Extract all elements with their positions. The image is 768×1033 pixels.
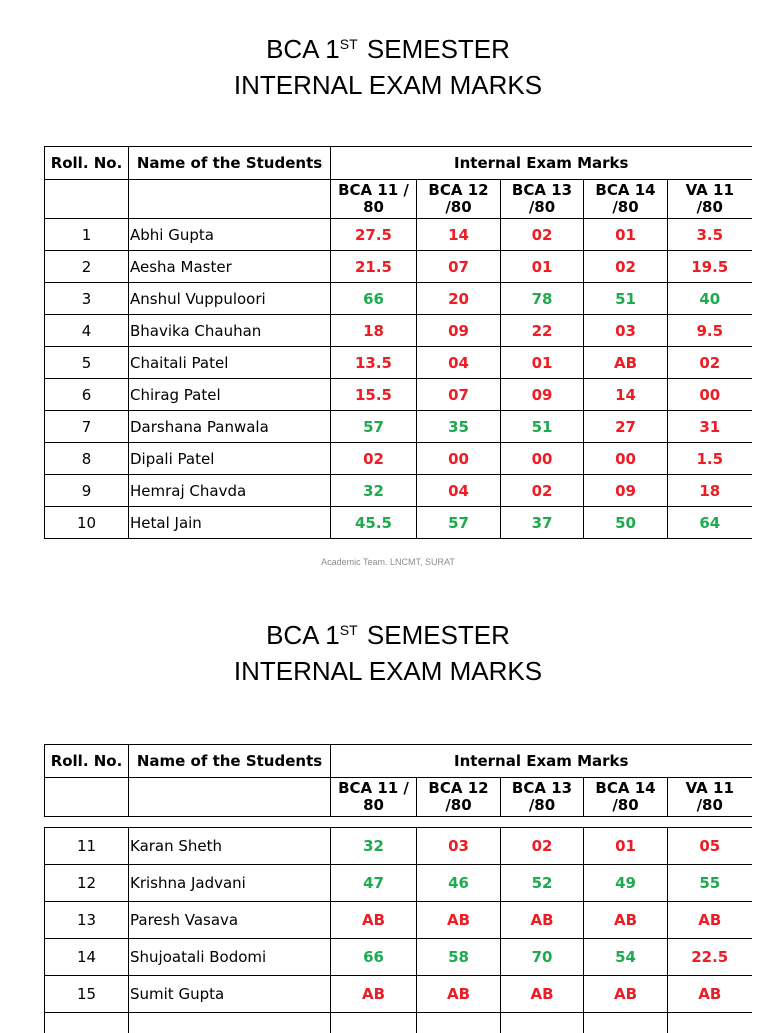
marks-table-2-header [44, 744, 752, 817]
roll-number: 13 [45, 902, 129, 939]
table-row [45, 379, 752, 411]
mark-cell: 49 [584, 865, 668, 902]
mark-cell: 70 [501, 939, 584, 976]
mark-cell: 00 [501, 443, 584, 475]
title-text: BCA 1 [266, 620, 340, 650]
empty-cell [129, 1013, 331, 1033]
page-title [0, 26, 768, 103]
table-row [45, 219, 752, 251]
subject-header-line: 80 [331, 199, 416, 216]
student-name: Abhi Gupta [129, 219, 331, 251]
roll-number: 6 [45, 379, 129, 411]
mark-cell: AB [501, 902, 584, 939]
name-header: Name of the Students [129, 147, 331, 180]
subject-header-line: BCA 14 [584, 780, 667, 797]
mark-cell: 3.5 [668, 219, 752, 251]
mark-cell: 9.5 [668, 315, 752, 347]
table-row [45, 347, 752, 379]
mark-cell: AB [584, 902, 668, 939]
mark-cell: AB [501, 976, 584, 1013]
mark-cell: 04 [417, 475, 501, 507]
table-row [45, 443, 752, 475]
title-text: BCA 1 [266, 34, 340, 64]
mark-cell: AB [668, 976, 752, 1013]
page-title-2 [0, 612, 768, 689]
mark-cell: 51 [584, 283, 668, 315]
table-row [45, 475, 752, 507]
mark-cell: 66 [331, 283, 417, 315]
mark-cell: 78 [501, 283, 584, 315]
mark-cell: 40 [668, 283, 752, 315]
mark-cell: 07 [417, 379, 501, 411]
name-header: Name of the Students [129, 745, 331, 778]
roll-number: 5 [45, 347, 129, 379]
mark-cell: 57 [331, 411, 417, 443]
subject-header-line: VA 11 [668, 182, 752, 199]
empty-cell [331, 1013, 417, 1033]
mark-cell: 03 [584, 315, 668, 347]
subject-header [417, 778, 501, 817]
student-name: Anshul Vuppuloori [129, 283, 331, 315]
mark-cell: 01 [501, 347, 584, 379]
mark-cell: 15.5 [331, 379, 417, 411]
mark-cell: 46 [417, 865, 501, 902]
student-name: Hemraj Chavda [129, 475, 331, 507]
mark-cell: 09 [501, 379, 584, 411]
mark-cell: 00 [584, 443, 668, 475]
subject-header [668, 778, 752, 817]
subject-header-line: /80 [501, 797, 583, 814]
roll-header: Roll. No. [45, 147, 129, 180]
mark-cell: 22 [501, 315, 584, 347]
title-superscript: ST [340, 622, 358, 638]
empty-cell [417, 1013, 501, 1033]
mark-cell: 31 [668, 411, 752, 443]
mark-cell: 66 [331, 939, 417, 976]
mark-cell: 02 [501, 475, 584, 507]
table-row [45, 283, 752, 315]
student-name: Sumit Gupta [129, 976, 331, 1013]
mark-cell: 27 [584, 411, 668, 443]
subject-header-line: BCA 13 [501, 780, 583, 797]
subject-header-line: /80 [668, 199, 752, 216]
roll-number: 11 [45, 828, 129, 865]
student-name: Chaitali Patel [129, 347, 331, 379]
subject-header [584, 180, 668, 219]
subject-header [584, 778, 668, 817]
subject-header [501, 778, 584, 817]
roll-number: 1 [45, 219, 129, 251]
student-name: Aesha Master [129, 251, 331, 283]
student-name: Hetal Jain [129, 507, 331, 539]
subject-header-line: /80 [501, 199, 583, 216]
title-text-suffix: SEMESTER [360, 34, 510, 64]
student-name: Krishna Jadvani [129, 865, 331, 902]
mark-cell: 37 [501, 507, 584, 539]
mark-cell: 52 [501, 865, 584, 902]
student-name: Dipali Patel [129, 443, 331, 475]
empty-cell [45, 1013, 129, 1033]
subject-header-row [45, 778, 752, 817]
mark-cell: 64 [668, 507, 752, 539]
mark-cell: AB [584, 347, 668, 379]
title-superscript: ST [340, 36, 358, 52]
mark-cell: 50 [584, 507, 668, 539]
student-name: Karan Sheth [129, 828, 331, 865]
mark-cell: 58 [417, 939, 501, 976]
mark-cell: 14 [584, 379, 668, 411]
empty-cell [501, 1013, 584, 1033]
subject-header [417, 180, 501, 219]
subject-header-line: /80 [584, 199, 667, 216]
mark-cell: 18 [668, 475, 752, 507]
subject-header-line: BCA 11 / [331, 182, 416, 199]
subject-header-line: /80 [668, 797, 752, 814]
marks-group-header: Internal Exam Marks [331, 745, 752, 778]
subject-header-line: BCA 14 [584, 182, 667, 199]
title-line-2: INTERNAL EXAM MARKS [0, 653, 768, 689]
roll-number: 14 [45, 939, 129, 976]
table-row [45, 315, 752, 347]
mark-cell: 02 [331, 443, 417, 475]
table-row [45, 939, 752, 976]
student-name: Bhavika Chauhan [129, 315, 331, 347]
mark-cell: 22.5 [668, 939, 752, 976]
subject-header-line: /80 [417, 797, 500, 814]
table-row [45, 411, 752, 443]
mark-cell: 02 [501, 828, 584, 865]
title-text-suffix: SEMESTER [360, 620, 510, 650]
table-row [45, 865, 752, 902]
mark-cell: 54 [584, 939, 668, 976]
mark-cell: 19.5 [668, 251, 752, 283]
subject-header-line: /80 [584, 797, 667, 814]
subject-header [501, 180, 584, 219]
empty-cell [584, 1013, 668, 1033]
subject-header-line: BCA 12 [417, 182, 500, 199]
roll-number: 4 [45, 315, 129, 347]
student-name: Shujoatali Bodomi [129, 939, 331, 976]
table-row [45, 976, 752, 1013]
roll-number: 9 [45, 475, 129, 507]
mark-cell: 18 [331, 315, 417, 347]
table-row [45, 828, 752, 865]
mark-cell: AB [417, 976, 501, 1013]
student-name: Darshana Panwala [129, 411, 331, 443]
marks-group-header: Internal Exam Marks [331, 147, 752, 180]
mark-cell: 00 [668, 379, 752, 411]
mark-cell: 01 [584, 219, 668, 251]
mark-cell: 32 [331, 475, 417, 507]
mark-cell: 02 [668, 347, 752, 379]
student-name: Paresh Vasava [129, 902, 331, 939]
marks-table-2-body [44, 827, 752, 1033]
mark-cell: AB [417, 902, 501, 939]
empty-cell [668, 1013, 752, 1033]
footer-credit: Academic Team. LNCMT, SURAT [0, 557, 768, 567]
mark-cell: 55 [668, 865, 752, 902]
mark-cell: 20 [417, 283, 501, 315]
mark-cell: 21.5 [331, 251, 417, 283]
mark-cell: 13.5 [331, 347, 417, 379]
subject-header-line: BCA 13 [501, 182, 583, 199]
mark-cell: 09 [584, 475, 668, 507]
title-line-2: INTERNAL EXAM MARKS [0, 67, 768, 103]
subject-header [331, 778, 417, 817]
mark-cell: 01 [501, 251, 584, 283]
subject-header-line: BCA 12 [417, 780, 500, 797]
roll-number: 12 [45, 865, 129, 902]
mark-cell: 09 [417, 315, 501, 347]
mark-cell: 05 [668, 828, 752, 865]
mark-cell: AB [331, 902, 417, 939]
roll-number: 2 [45, 251, 129, 283]
mark-cell: 01 [584, 828, 668, 865]
subject-header-line: VA 11 [668, 780, 752, 797]
subject-header-line: 80 [331, 797, 416, 814]
mark-cell: 07 [417, 251, 501, 283]
mark-cell: 45.5 [331, 507, 417, 539]
mark-cell: AB [584, 976, 668, 1013]
student-name: Chirag Patel [129, 379, 331, 411]
subject-header-line: /80 [417, 199, 500, 216]
roll-number: 7 [45, 411, 129, 443]
table-row [45, 902, 752, 939]
table-row [45, 251, 752, 283]
mark-cell: 14 [417, 219, 501, 251]
mark-cell: AB [331, 976, 417, 1013]
mark-cell: 03 [417, 828, 501, 865]
subject-header [331, 180, 417, 219]
mark-cell: 47 [331, 865, 417, 902]
mark-cell: 02 [584, 251, 668, 283]
mark-cell: 57 [417, 507, 501, 539]
table-row [45, 1013, 752, 1033]
table-body [45, 828, 752, 1033]
roll-number: 15 [45, 976, 129, 1013]
roll-number: 10 [45, 507, 129, 539]
mark-cell: 27.5 [331, 219, 417, 251]
roll-number: 3 [45, 283, 129, 315]
subject-header [668, 180, 752, 219]
roll-header: Roll. No. [45, 745, 129, 778]
mark-cell: 32 [331, 828, 417, 865]
subject-header-row [45, 180, 752, 219]
roll-number: 8 [45, 443, 129, 475]
mark-cell: 04 [417, 347, 501, 379]
mark-cell: AB [668, 902, 752, 939]
table-row [45, 507, 752, 539]
mark-cell: 00 [417, 443, 501, 475]
mark-cell: 51 [501, 411, 584, 443]
mark-cell: 35 [417, 411, 501, 443]
mark-cell: 02 [501, 219, 584, 251]
marks-table-1 [44, 146, 752, 539]
subject-header-line: BCA 11 / [331, 780, 416, 797]
table-body [45, 219, 752, 539]
mark-cell: 1.5 [668, 443, 752, 475]
